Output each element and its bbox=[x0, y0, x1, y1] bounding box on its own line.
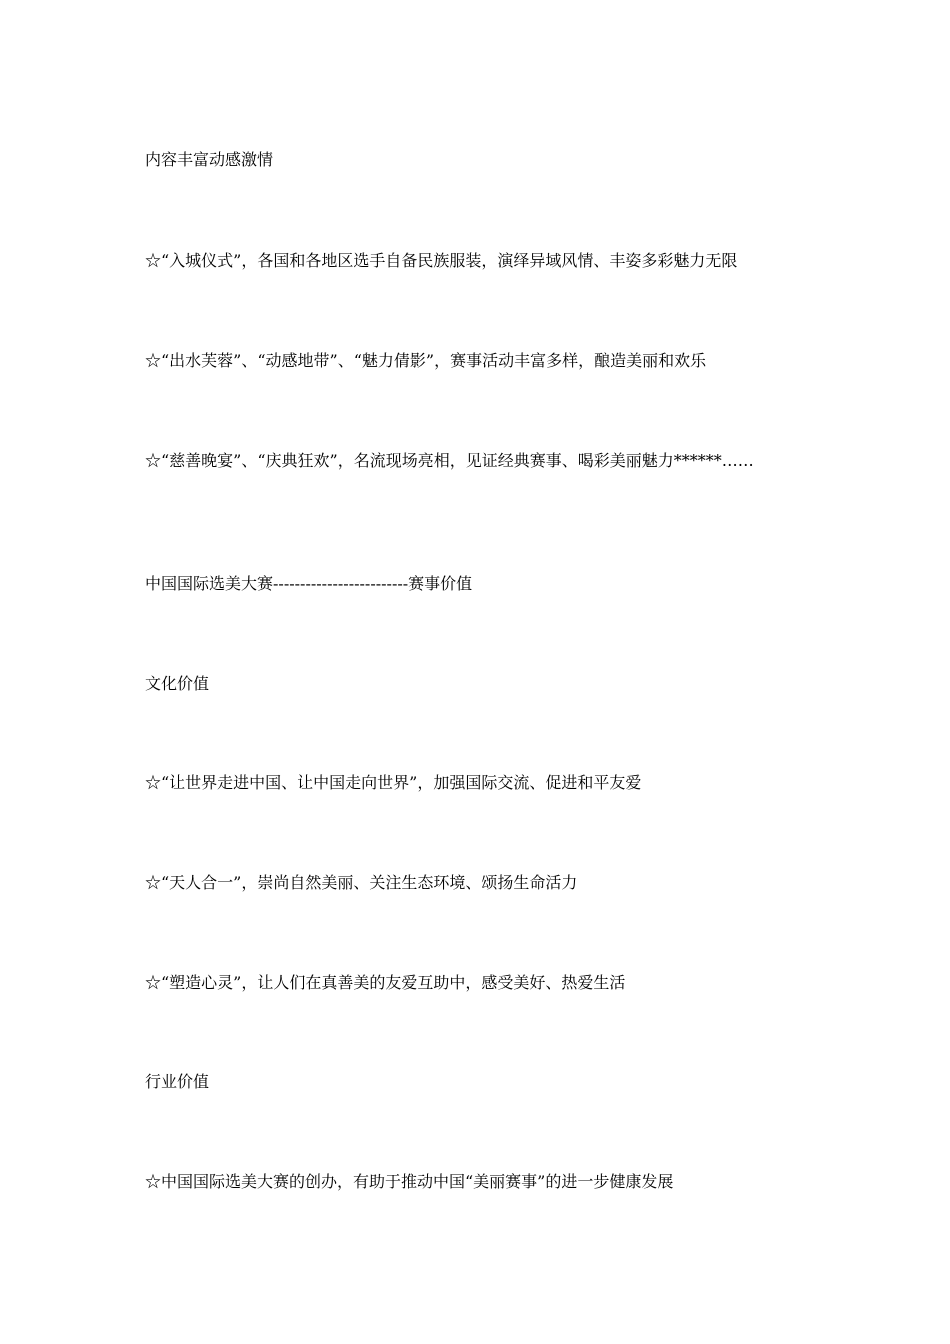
section-heading-content: 内容丰富动感激情 bbox=[145, 150, 274, 169]
paragraph-activities: ☆“出水芙蓉”、“动感地带”、“魅力倩影”，赛事活动丰富多样，酿造美丽和欢乐 bbox=[145, 351, 707, 370]
paragraph-charity-gala: ☆“慈善晚宴”、“庆典狂欢”，名流现场亮相，见证经典赛事、喝彩美丽魅力******…… bbox=[145, 451, 754, 470]
section-heading-event-value: 中国国际选美大赛-------------------------赛事价值 bbox=[145, 574, 473, 593]
subheading-cultural-value: 文化价值 bbox=[145, 674, 210, 693]
subheading-industry-value: 行业价值 bbox=[145, 1072, 210, 1091]
paragraph-entry-ceremony: ☆“入城仪式”，各国和各地区选手自备民族服装，演绎异域风情、丰姿多彩魅力无限 bbox=[145, 251, 738, 270]
paragraph-shaping-minds: ☆“塑造心灵”，让人们在真善美的友爱互助中，感受美好、热爱生活 bbox=[145, 973, 626, 992]
paragraph-world-china: ☆“让世界走进中国、让中国走向世界”，加强国际交流、促进和平友爱 bbox=[145, 773, 642, 792]
paragraph-harmony-nature: ☆“天人合一”，崇尚自然美丽、关注生态环境、颂扬生命活力 bbox=[145, 873, 578, 892]
paragraph-industry-development: ☆中国国际选美大赛的创办，有助于推动中国“美丽赛事”的进一步健康发展 bbox=[145, 1172, 674, 1191]
